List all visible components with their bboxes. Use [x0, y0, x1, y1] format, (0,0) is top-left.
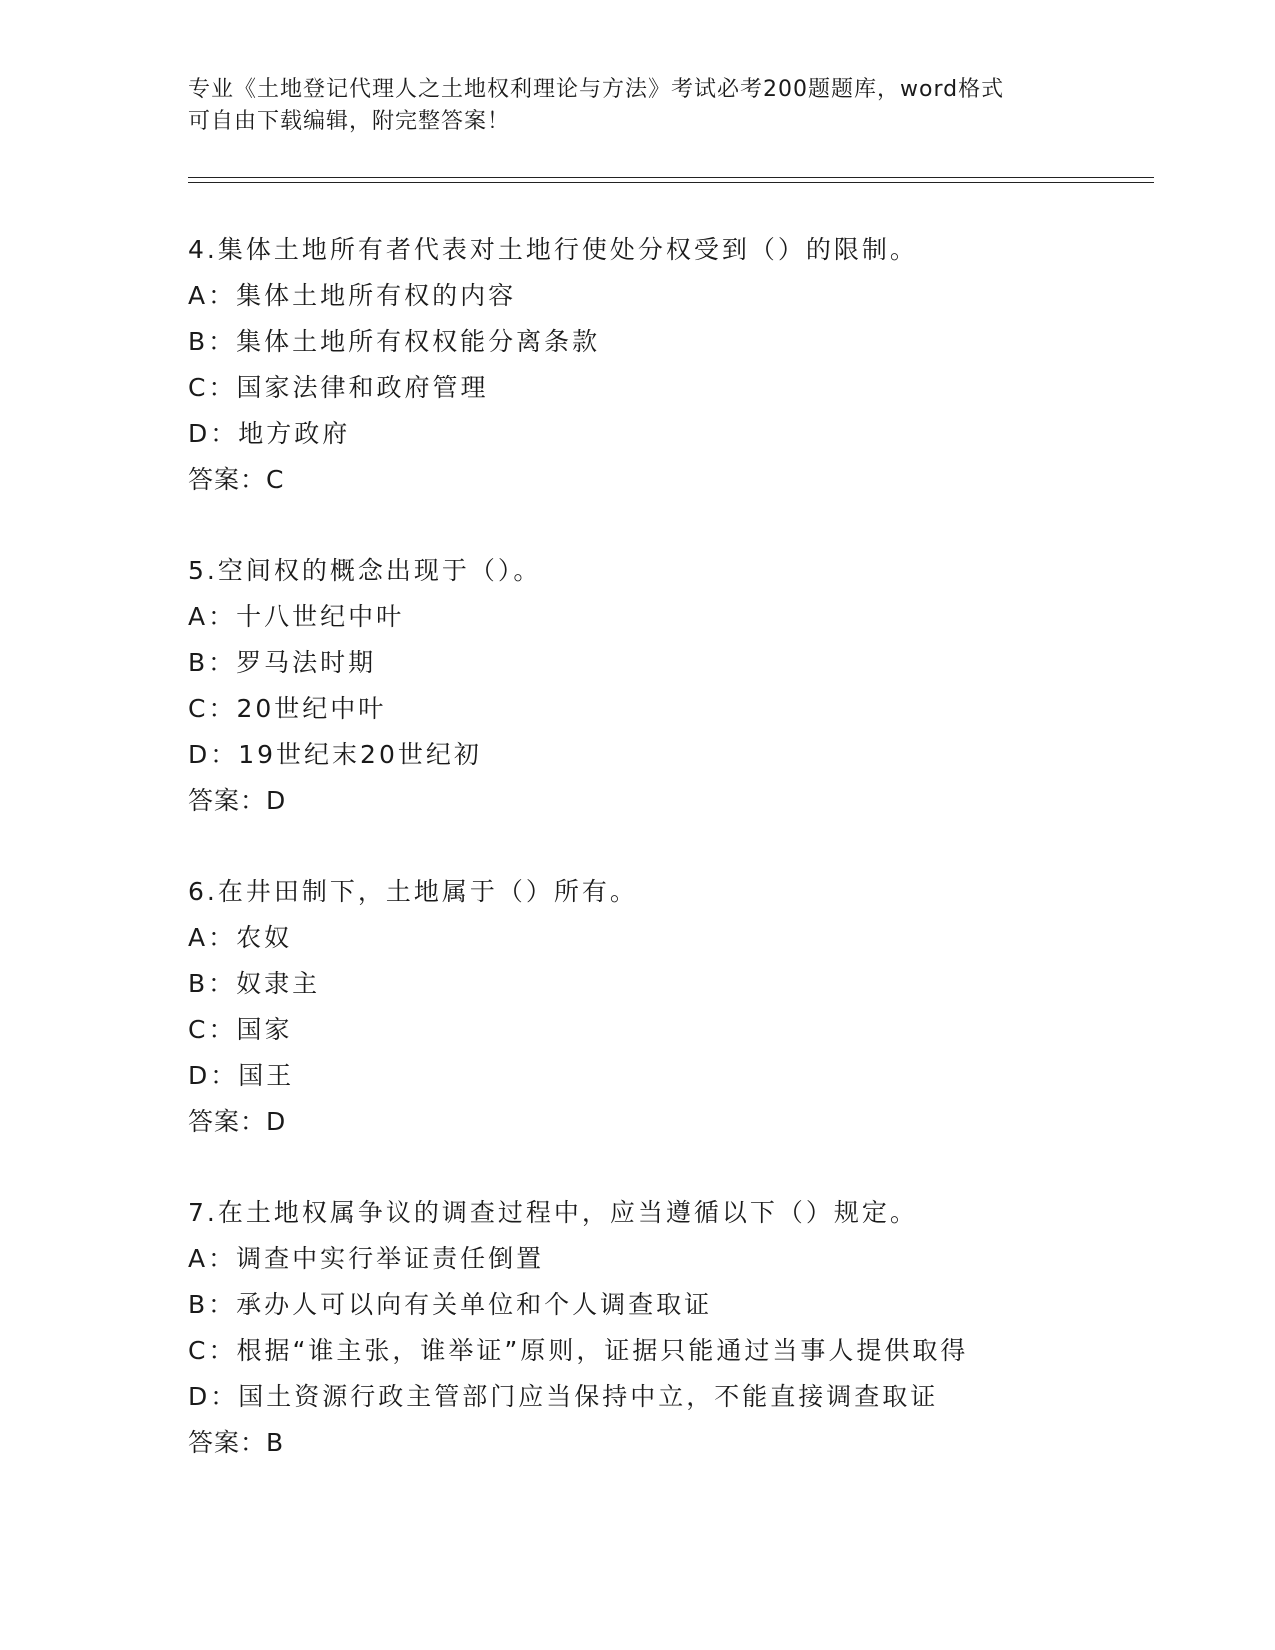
option-c: C：根据“谁主张，谁举证”原则，证据只能通过当事人提供取得	[188, 1336, 969, 1365]
option-d: D：国土资源行政主管部门应当保持中立，不能直接调查取证	[188, 1382, 939, 1411]
answer: 答案：D	[188, 1107, 287, 1136]
question-stem: 4.集体土地所有者代表对土地行使处分权受到（）的限制。	[188, 235, 918, 264]
answer: 答案：C	[188, 465, 285, 494]
option-b: B：罗马法时期	[188, 648, 377, 677]
question-stem: 5.空间权的概念出现于（）。	[188, 556, 542, 585]
header-divider-top	[188, 177, 1154, 178]
option-b: B：集体土地所有权权能分离条款	[188, 327, 601, 356]
question-5	[188, 548, 1148, 824]
option-a: A：集体土地所有权的内容	[188, 281, 517, 310]
question-4	[188, 227, 1148, 503]
question-7	[188, 1190, 1148, 1466]
option-a: A：十八世纪中叶	[188, 602, 405, 631]
question-6	[188, 869, 1148, 1145]
option-b: B：奴隶主	[188, 969, 321, 998]
answer: 答案：D	[188, 786, 287, 815]
option-d: D：国王	[188, 1061, 295, 1090]
option-c: C：国家	[188, 1015, 293, 1044]
option-c: C：20世纪中叶	[188, 694, 387, 723]
header-line-2: 可自由下载编辑，附完整答案！	[188, 109, 511, 134]
option-c: C：国家法律和政府管理	[188, 373, 489, 402]
header-divider-bottom	[188, 182, 1154, 183]
option-b: B：承办人可以向有关单位和个人调查取证	[188, 1290, 713, 1319]
question-stem: 7.在土地权属争议的调查过程中，应当遵循以下（）规定。	[188, 1198, 918, 1227]
option-a: A：调查中实行举证责任倒置	[188, 1244, 545, 1273]
option-a: A：农奴	[188, 923, 293, 952]
option-d: D：地方政府	[188, 419, 351, 448]
answer: 答案：B	[188, 1428, 285, 1457]
option-d: D：19世纪末20世纪初	[188, 740, 482, 769]
header-line-1: 专业《土地登记代理人之土地权利理论与方法》考试必考200题题库，word格式	[188, 77, 1005, 102]
document-header	[188, 74, 1088, 138]
question-stem: 6.在井田制下，土地属于（）所有。	[188, 877, 638, 906]
